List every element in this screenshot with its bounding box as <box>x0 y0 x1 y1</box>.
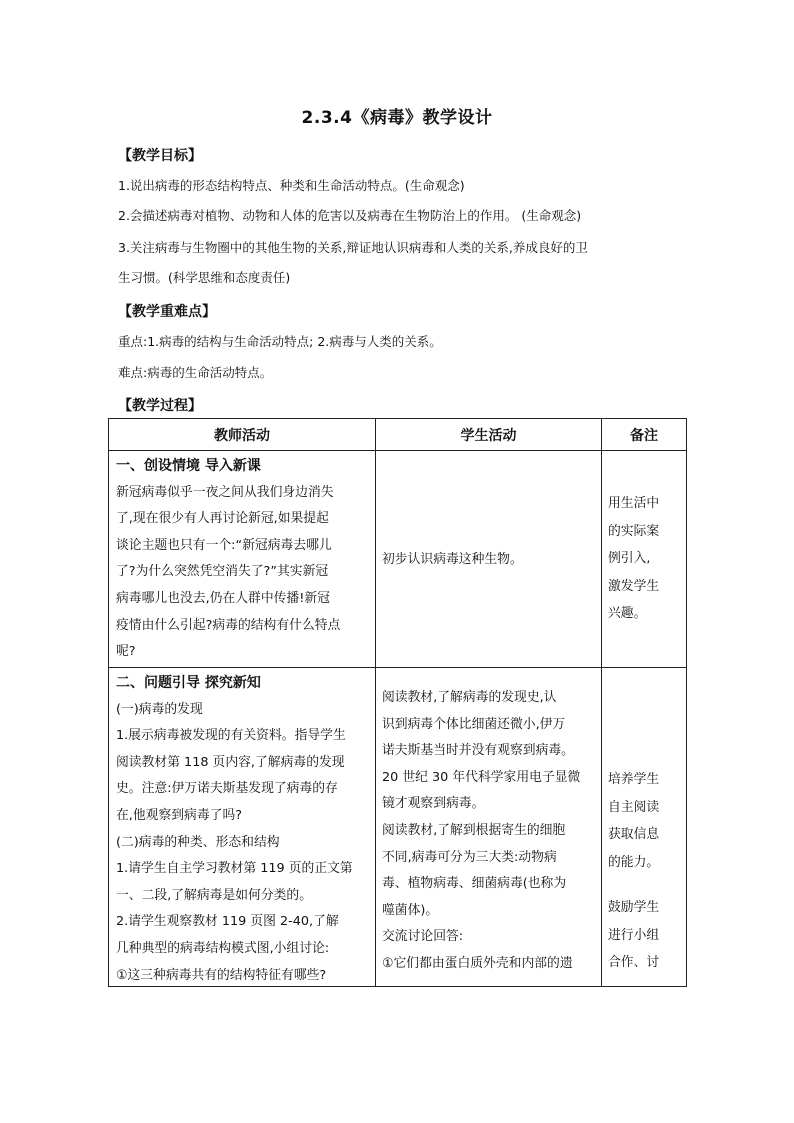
student-activity-cell <box>376 451 602 668</box>
remark-line: 获取信息 <box>608 827 660 842</box>
remark-line: 兴趣。 <box>608 606 647 622</box>
remark-cell <box>602 668 687 987</box>
teacher-line: 谈论主题也只有一个:“新冠病毒去哪儿 <box>116 537 332 553</box>
remark-line: 的能力。 <box>608 854 660 870</box>
student-line: 不同,病毒可分为三大类:动物病 <box>382 849 557 865</box>
focus-text: 重点:1.病毒的结构与生命活动特点; 2.病毒与人类的关系。 <box>118 334 442 349</box>
key-points-heading: 【教学重难点】 <box>118 304 216 320</box>
column-header-remark: 备注 <box>602 419 687 451</box>
remark-cell <box>602 451 687 668</box>
teacher-activity-cell <box>109 451 376 668</box>
teacher-line: 呢? <box>116 644 136 660</box>
remark-line: 鼓励学生 <box>608 900 660 915</box>
table-header-row <box>109 419 687 451</box>
teacher-line: 1.展示病毒被发现的有关资料。指导学生 <box>116 728 346 744</box>
document-title: 2.3.4《病毒》教学设计 <box>301 108 493 128</box>
difficulty-text: 难点:病毒的生命活动特点。 <box>118 365 273 380</box>
student-line: 20 世纪 30 年代科学家用电子显微 <box>382 769 581 785</box>
student-line: 交流讨论回答: <box>382 929 464 945</box>
remark-line: 培养学生 <box>608 772 660 787</box>
student-line: 诺夫斯基当时并没有观察到病毒。 <box>382 743 574 759</box>
student-line: 镜才观察到病毒。 <box>382 796 485 812</box>
remark-line: 合作、讨 <box>608 955 660 970</box>
student-line: 阅读教材,了解到根据寄生的细胞 <box>382 822 566 838</box>
remark-line: 自主阅读 <box>608 799 660 815</box>
teacher-line: 一、二段,了解病毒是如何分类的。 <box>116 887 313 903</box>
student-line: 毒、植物病毒、细菌病毒(也称为 <box>382 876 567 892</box>
process-heading: 【教学过程】 <box>118 398 202 414</box>
teacher-line: 病毒哪儿也没去,仍在人群中传播!新冠 <box>116 590 330 606</box>
teacher-line: ①这三种病毒共有的结构特征有哪些? <box>116 967 327 983</box>
student-line: 阅读教材,了解病毒的发现史,认 <box>382 690 557 705</box>
row-heading: 二、问题引导 探究新知 <box>116 675 261 691</box>
teacher-line: (二)病毒的种类、形态和结构 <box>116 834 280 850</box>
column-header-teacher: 教师活动 <box>109 419 376 451</box>
remark-line: 的实际案 <box>608 523 660 539</box>
teacher-line: 了?为什么突然凭空消失了?”其实新冠 <box>116 564 329 580</box>
teacher-line: 阅读教材第 118 页内容,了解病毒的发现 <box>116 754 345 770</box>
teacher-line: 史。注意:伊万诺夫斯基发现了病毒的存 <box>116 781 338 797</box>
table-row <box>109 668 687 987</box>
objectives-heading: 【教学目标】 <box>118 148 202 164</box>
teacher-line: 1.请学生自主学习教材第 119 页的正文第 <box>116 861 353 877</box>
remark-line: 激发学生 <box>608 578 660 594</box>
objective-1: 1.说出病毒的形态结构特点、种类和生命活动特点。(生命观念) <box>118 178 465 193</box>
teacher-line: 疫情由什么引起?病毒的结构有什么特点 <box>116 617 341 633</box>
student-line: 噬菌体)。 <box>382 902 439 918</box>
objective-3: 3.关注病毒与生物圈中的其他生物的关系,辩证地认识病毒和人类的关系,养成良好的卫 <box>118 240 588 255</box>
column-header-student: 学生活动 <box>376 419 602 451</box>
objective-3-continued: 生习惯。(科学思维和态度责任) <box>118 270 291 285</box>
row-heading: 一、创设情境 导入新课 <box>116 458 261 474</box>
remark-line: 用生活中 <box>608 496 660 512</box>
remark-spacer <box>608 876 680 894</box>
teacher-line: 几种典型的病毒结构模式图,小组讨论: <box>116 940 330 956</box>
objective-2: 2.会描述病毒对植物、动物和人体的危害以及病毒在生物防治上的作用。 (生命观念) <box>118 208 582 223</box>
teacher-line: 了,现在很少有人再讨论新冠,如果提起 <box>116 511 329 527</box>
teacher-line: 在,他观察到病毒了吗? <box>116 807 243 823</box>
remark-line: 例引入, <box>608 551 651 567</box>
teaching-process-table <box>108 418 687 987</box>
student-activity-cell <box>376 668 602 987</box>
student-text: 初步认识病毒这种生物。 <box>382 551 523 567</box>
remark-line: 进行小组 <box>608 927 660 943</box>
table-row <box>109 451 687 668</box>
student-line: ①它们都由蛋白质外壳和内部的遗 <box>382 955 573 971</box>
teacher-line: 新冠病毒似乎一夜之间从我们身边消失 <box>116 484 334 500</box>
teacher-line: 2.请学生观察教材 119 页图 2-40,了解 <box>116 914 339 930</box>
teacher-line: (一)病毒的发现 <box>116 701 203 717</box>
student-line: 识到病毒个体比细菌还微小,伊万 <box>382 716 566 732</box>
teacher-activity-cell <box>109 668 376 987</box>
